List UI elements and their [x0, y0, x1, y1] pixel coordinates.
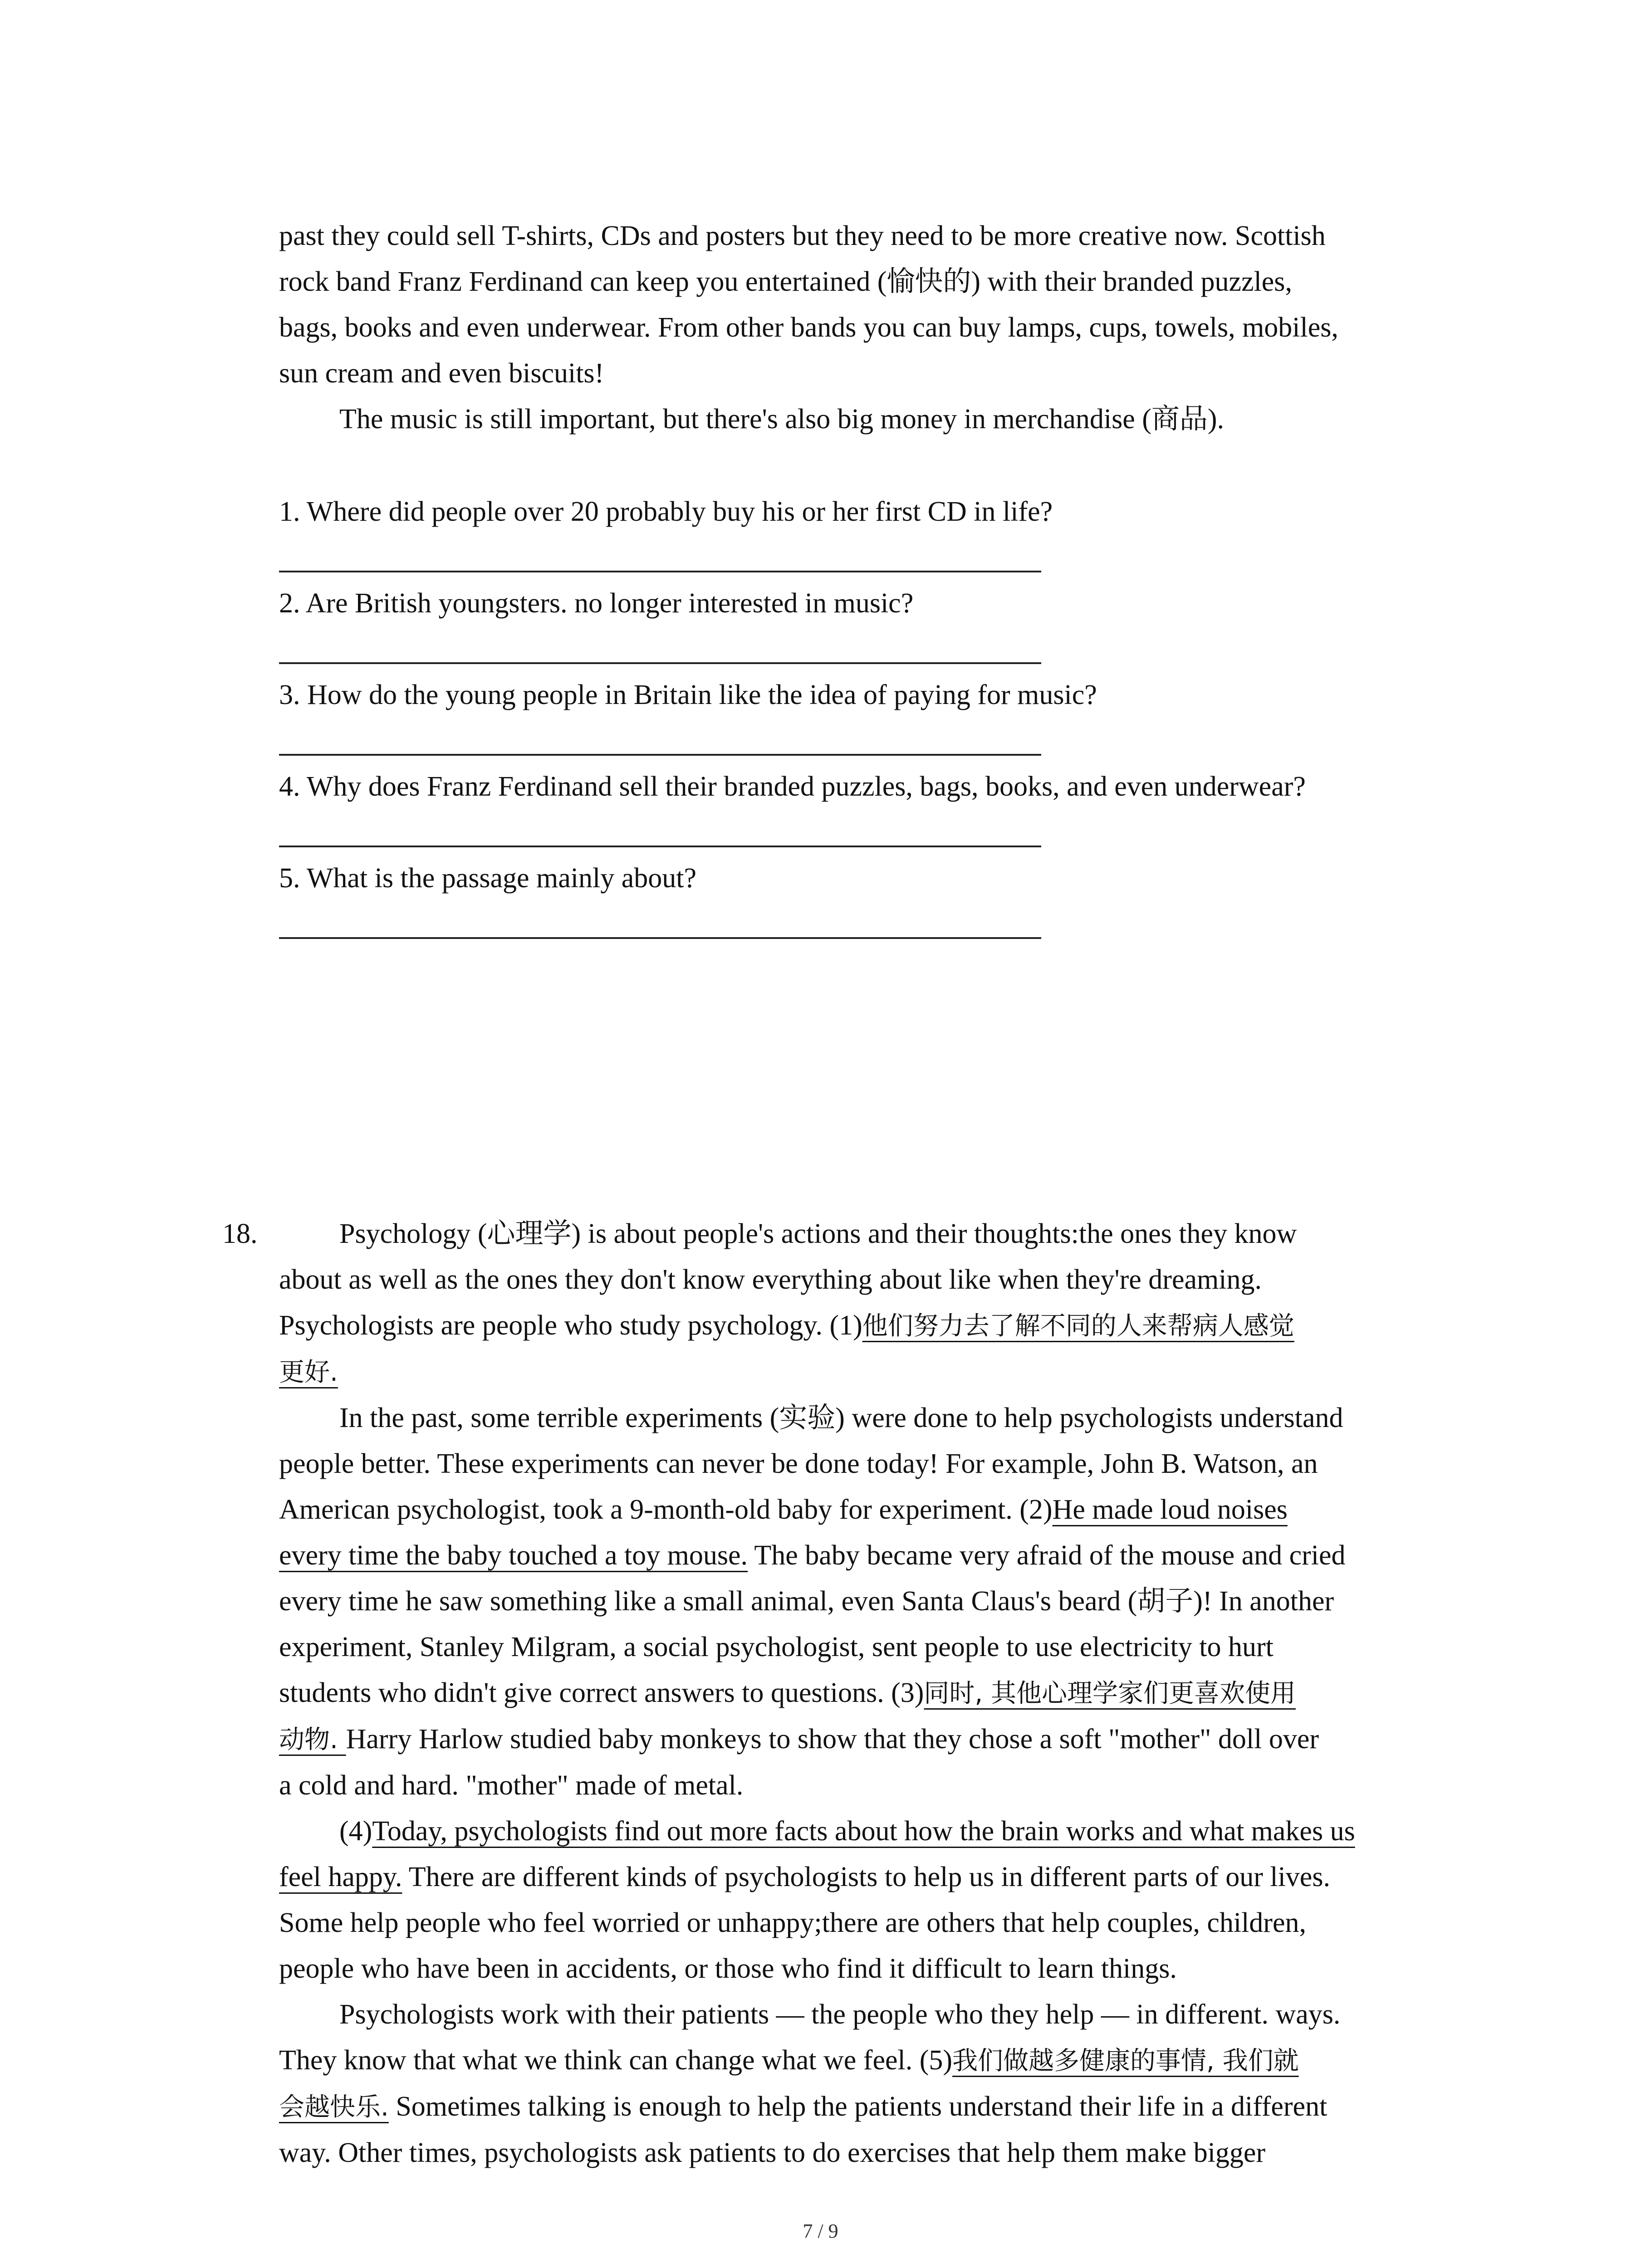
translation-task-4: Today, psychologists find out more facts about how the brain works and what makes us [372, 1816, 1355, 1847]
question-1: 1. Where did people over 20 probably buy his or her first CD in life? [279, 496, 1053, 527]
question-number: 18. [222, 1218, 258, 1249]
text-segment: Sometimes talking is enough to help the patients understand their life in a different [388, 2091, 1327, 2122]
text-segment: They know that what we think can change what we feel. (5) [279, 2045, 953, 2076]
page-number: 7 / 9 [803, 2220, 838, 2242]
passage-line: bags, books and even underwear. From other bands you can buy lamps, cups, towels, mobiles, [279, 312, 1338, 343]
passage-line [279, 1716, 1459, 1763]
passage-line [279, 1670, 1459, 1716]
answer-line-1[interactable] [279, 571, 1041, 572]
passage-line: people better. These experiments can never be done today! For example, John B. Watson, an [279, 1448, 1318, 1479]
passage-18 [279, 1211, 1459, 2176]
text-segment: Psychologists are people who study psychology. (1) [279, 1310, 862, 1341]
passage-line [279, 2038, 1459, 2084]
answer-line-2[interactable] [279, 662, 1041, 664]
translation-task-5-cont: 会越快乐. [279, 2092, 389, 2122]
passage-line [279, 2084, 1459, 2130]
passage-line: past they could sell T-shirts, CDs and posters but they need to be more creative now. Scottish [279, 220, 1326, 251]
text-segment: Harry Harlow studied baby monkeys to show that they chose a soft "mother" doll over [346, 1724, 1319, 1755]
passage-line: way. Other times, psychologists ask patients to do exercises that help them make bigger [279, 2137, 1266, 2168]
text-segment: The baby became very afraid of the mouse and cried [748, 1540, 1346, 1571]
translation-task-1: 他们努力去了解不同的人来帮病人感觉 [862, 1311, 1294, 1341]
text-segment: (4) [339, 1816, 372, 1847]
passage-line [279, 1854, 1459, 1900]
passage-line: about as well as the ones they don't know everything about like when they're dreaming. [279, 1264, 1262, 1295]
translation-task-5: 我们做越多健康的事情, 我们就 [952, 2046, 1299, 2076]
text-segment: students who didn't give correct answers to questions. (3) [279, 1677, 924, 1708]
translation-task-3: 同时, 其他心理学家们更喜欢使用 [924, 1679, 1296, 1708]
passage-line: every time he saw something like a small animal, even Santa Claus's beard (胡子)! In another [279, 1586, 1334, 1617]
passage-line [279, 1349, 1459, 1395]
passage-line: In the past, some terrible experiments (实验) were done to help psychologists understand [339, 1403, 1343, 1433]
text-segment: There are different kinds of psychologists to help us in different parts of our lives. [402, 1862, 1330, 1892]
translation-task-4-cont: feel happy. [279, 1862, 402, 1892]
passage-line: sun cream and even biscuits! [279, 358, 604, 389]
passage-top [279, 213, 1459, 442]
passage-line: a cold and hard. "mother" made of metal. [279, 1770, 744, 1801]
translation-task-3-cont: 动物. [279, 1725, 346, 1755]
translation-task-2: He made loud noises [1052, 1494, 1288, 1525]
translation-task-2-cont: every time the baby touched a toy mouse. [279, 1540, 748, 1571]
passage-line: people who have been in accidents, or those who find it difficult to learn things. [279, 1953, 1177, 1984]
answer-line-3[interactable] [279, 754, 1041, 756]
question-5: 5. What is the passage mainly about? [279, 863, 697, 894]
passage-line [279, 1809, 1459, 1854]
answer-line-5[interactable] [279, 937, 1041, 939]
translation-task-1-cont: 更好. [279, 1358, 338, 1387]
passage-line: The music is still important, but there's also big money in merchandise (商品). [339, 404, 1225, 435]
text-segment: American psychologist, took a 9-month-old baby for experiment. (2) [279, 1494, 1053, 1525]
passage-line: Psychologists work with their patients — the people who they help — in different. ways. [339, 1999, 1341, 2030]
passage-line [279, 1533, 1459, 1579]
passage-line: rock band Franz Ferdinand can keep you entertained (愉快的) with their branded puzzles, [279, 266, 1292, 297]
question-4: 4. Why does Franz Ferdinand sell their branded puzzles, bags, books, and even underwear? [279, 771, 1306, 802]
question-2: 2. Are British youngsters. no longer interested in music? [279, 588, 914, 619]
passage-line: Some help people who feel worried or unhappy;there are others that help couples, children, [279, 1907, 1306, 1938]
passage-line [279, 1487, 1459, 1533]
passage-line: experiment, Stanley Milgram, a social psychologist, sent people to use electricity to hurt [279, 1632, 1274, 1662]
answer-line-4[interactable] [279, 846, 1041, 847]
passage-line [279, 1303, 1459, 1349]
passage-line: Psychology (心理学) is about people's actions and their thoughts:the ones they know [339, 1218, 1297, 1249]
question-3: 3. How do the young people in Britain like the idea of paying for music? [279, 679, 1097, 710]
